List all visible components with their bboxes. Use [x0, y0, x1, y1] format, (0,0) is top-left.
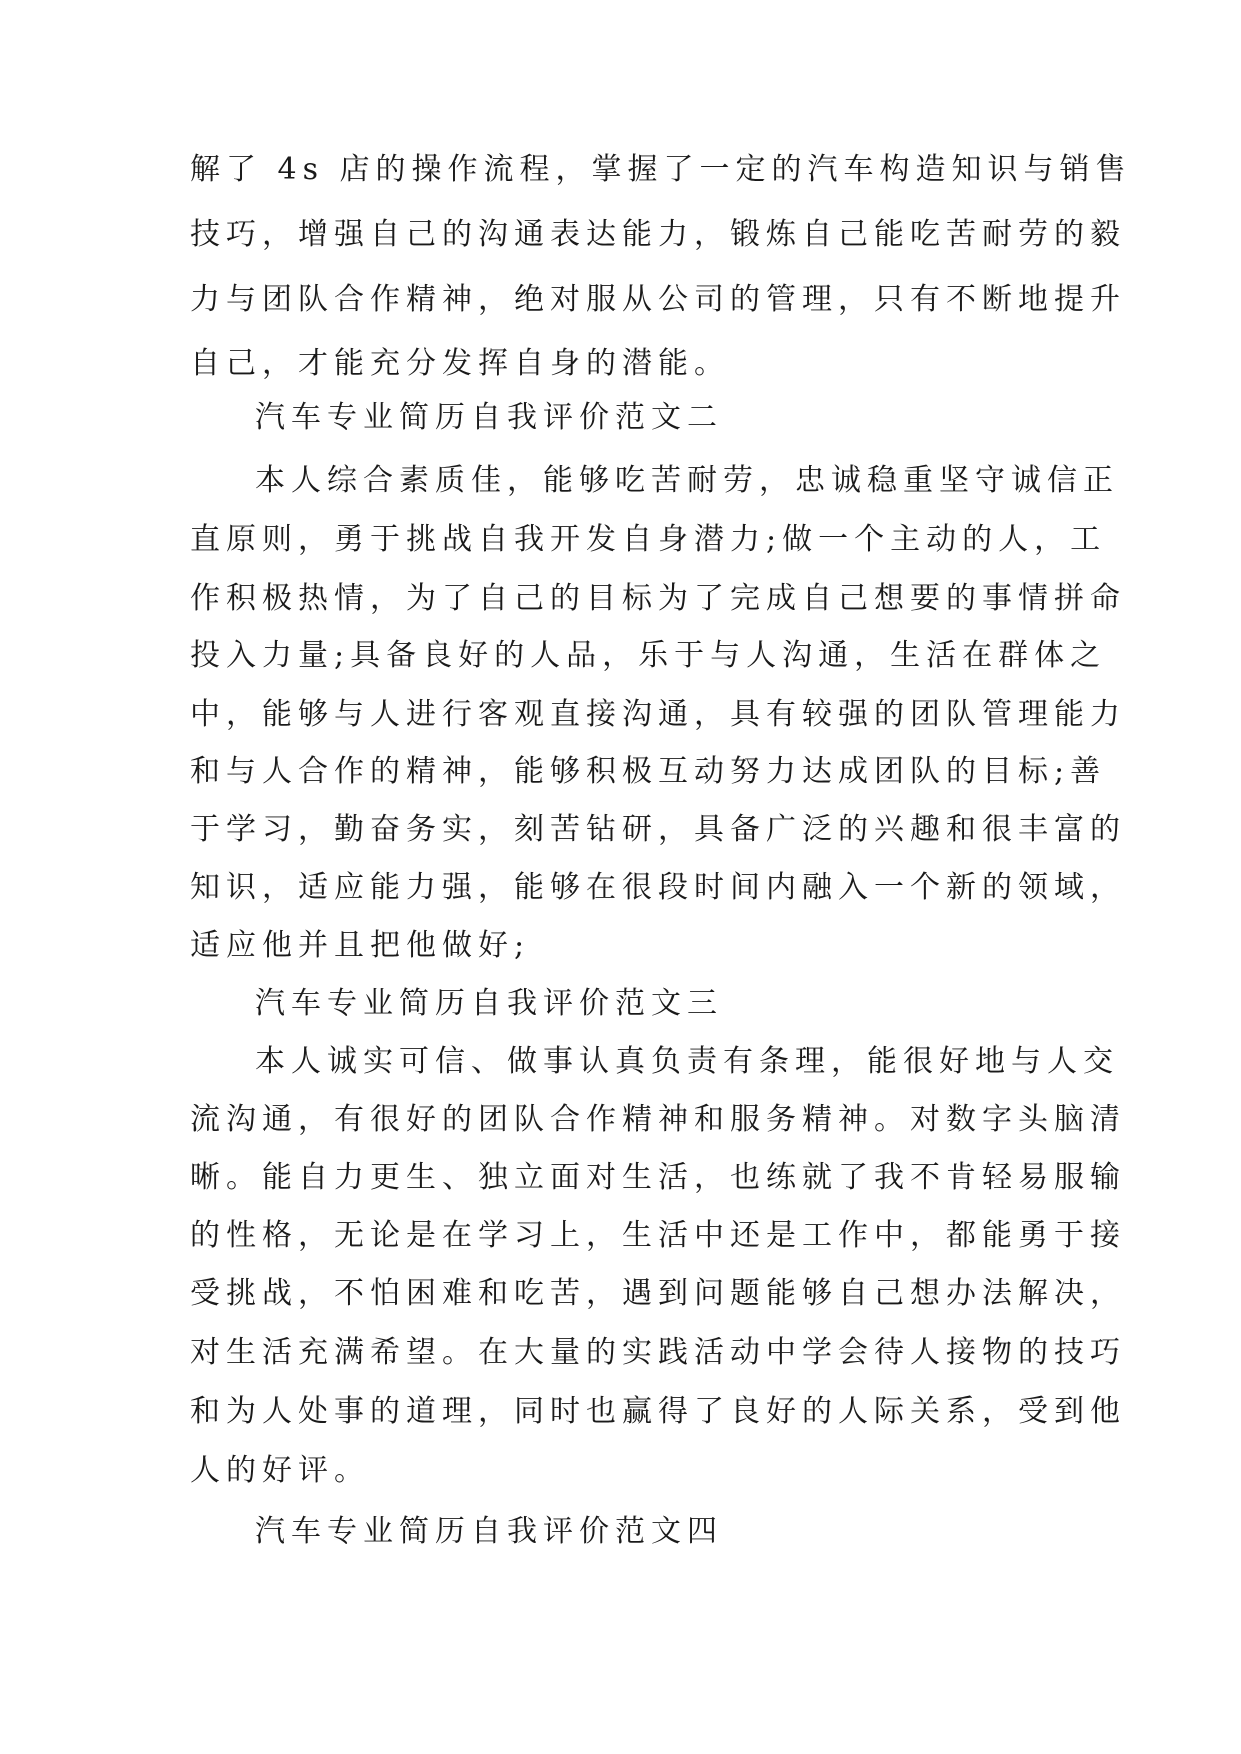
paragraph-line: 解了 4s 店的操作流程，掌握了一定的汽车构造知识与销售	[190, 152, 1132, 187]
paragraph-line: 流沟通，有很好的团队合作精神和服务精神。对数字头脑清	[190, 1102, 1126, 1137]
paragraph-line: 晰。能自力更生、独立面对生活，也练就了我不肯轻易服输	[190, 1160, 1126, 1195]
paragraph-line: 于学习，勤奋务实，刻苦钻研，具备广泛的兴趣和很丰富的	[190, 812, 1126, 847]
paragraph-line: 对生活充满希望。在大量的实践活动中学会待人接物的技巧	[190, 1335, 1126, 1370]
paragraph-line: 本人诚实可信、做事认真负责有条理，能很好地与人交	[255, 1044, 1119, 1079]
paragraph-line: 技巧，增强自己的沟通表达能力，锻炼自己能吃苦耐劳的毅	[190, 217, 1126, 252]
section-heading: 汽车专业简历自我评价范文四	[255, 1514, 723, 1549]
paragraph-line: 人的好评。	[190, 1453, 370, 1488]
paragraph-line: 投入力量;具备良好的人品，乐于与人沟通，生活在群体之	[190, 638, 1107, 673]
paragraph-line: 本人综合素质佳，能够吃苦耐劳，忠诚稳重坚守诚信正	[255, 463, 1119, 498]
paragraph-line: 适应他并且把他做好;	[190, 928, 531, 963]
paragraph-line: 直原则，勇于挑战自我开发自身潜力;做一个主动的人，工	[190, 522, 1107, 557]
paragraph-line: 和与人合作的精神，能够积极互动努力达成团队的目标;善	[190, 754, 1107, 789]
paragraph-line: 力与团队合作精神，绝对服从公司的管理，只有不断地提升	[190, 282, 1126, 317]
paragraph-line: 和为人处事的道理，同时也赢得了良好的人际关系，受到他	[190, 1394, 1126, 1429]
paragraph-line: 受挑战，不怕困难和吃苦，遇到问题能够自己想办法解决，	[190, 1276, 1126, 1311]
section-heading: 汽车专业简历自我评价范文三	[255, 986, 723, 1021]
paragraph-line: 中，能够与人进行客观直接沟通，具有较强的团队管理能力	[190, 697, 1126, 732]
paragraph-line: 的性格，无论是在学习上，生活中还是工作中，都能勇于接	[190, 1218, 1126, 1253]
section-heading: 汽车专业简历自我评价范文二	[255, 400, 723, 435]
paragraph-line: 自己，才能充分发挥自身的潜能。	[190, 346, 730, 381]
paragraph-line: 作积极热情，为了自己的目标为了完成自己想要的事情拼命	[190, 581, 1126, 616]
paragraph-line: 知识，适应能力强，能够在很段时间内融入一个新的领域，	[190, 870, 1126, 905]
